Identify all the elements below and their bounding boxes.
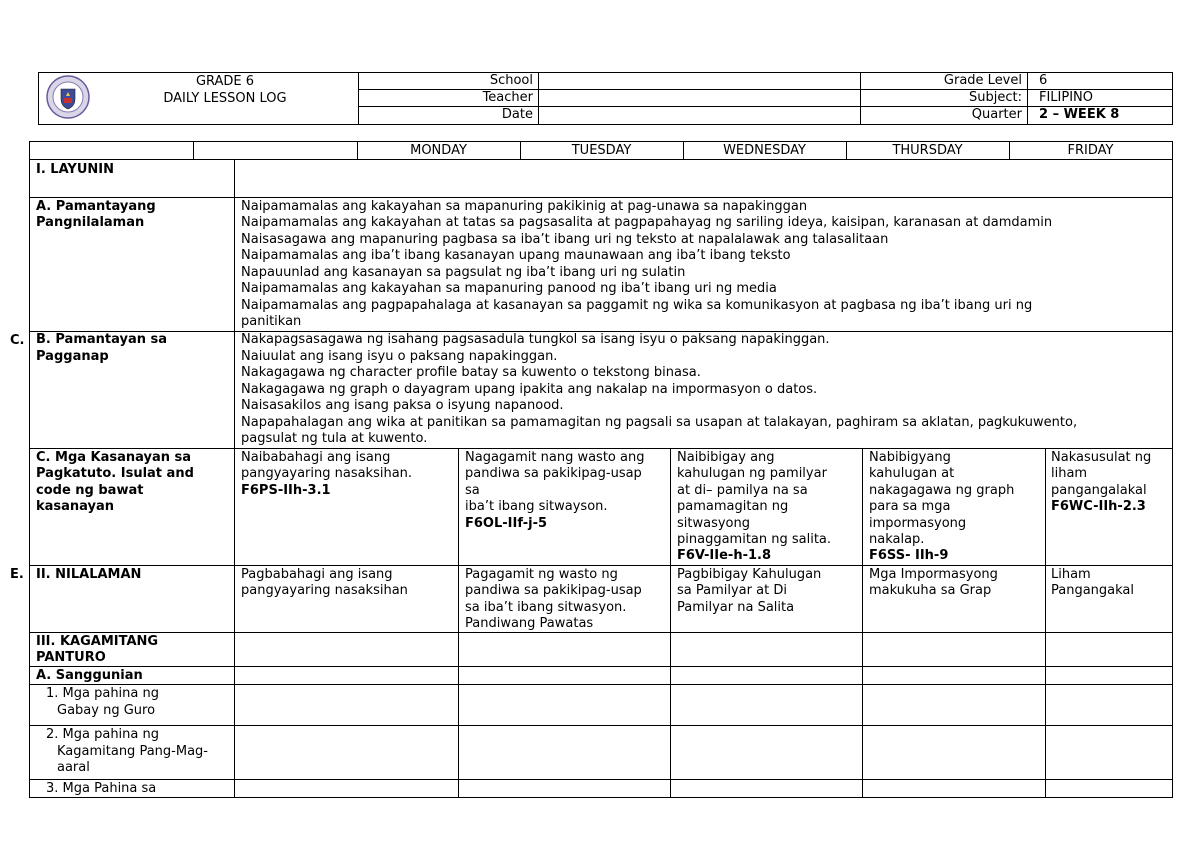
margin-letter-e: E. [10,567,24,582]
kasanayan-thursday-line: nakagagawa ng graph [869,483,1015,498]
kasanayan-wednesday-line: at di– pamilya na sa [677,483,808,498]
kasanayan-thursday-line: kahulugan at [869,466,955,481]
kasanayan-tuesday-code: F6OL-IIf-j-5 [465,516,548,531]
grade-level-label: Grade Level [943,73,1022,88]
pamantayang-text-line: Napauunlad ang kasanayan sa pagsulat ng iba’t ibang uri ng sulatin [241,265,686,280]
teacher-label: Teacher [482,90,533,105]
pamantayang-text-line: panitikan [241,314,302,329]
pamantayang-label-line1: A. Pamantayang [36,199,156,214]
kasanayan-tuesday-line: Nagagamit nang wasto ang [465,450,645,465]
nilalaman-monday-line: Pagbabahagi ang isang [241,567,393,582]
nilalaman-friday-line: Pangangakal [1051,583,1135,598]
nilalaman-tuesday-line: pandiwa sa pakikipag-usap [465,583,642,598]
nilalaman-thursday-line: Mga Impormasyong [869,567,998,582]
kasanayan-monday-line: Naibabahagi ang isang [241,450,391,465]
nilalaman-tuesday-line: sa iba’t ibang sitwasyon. [465,600,627,615]
kasanayan-monday-code: F6PS-IIh-3.1 [241,483,331,498]
page-title-line2: DAILY LESSON LOG [163,91,287,106]
nilalaman-thursday-line: makukuha sa Grap [869,583,992,598]
nilalaman-friday-line: Liham [1051,567,1091,582]
day-header-friday: FRIDAY [1067,143,1114,158]
item1-label-line2: Gabay ng Guro [57,703,156,718]
kasanayan-label-line: kasanayan [36,499,115,514]
kasanayan-wednesday-line: pinaggamitan ng salita. [677,532,832,547]
item2-label-line1: 2. Mga pahina ng [46,727,160,742]
kasanayan-thursday-code: F6SS- IIh-9 [869,548,949,563]
nilalaman-wednesday-line: Pagbibigay Kahulugan [677,567,822,582]
pagganap-label-line1: B. Pamantayan sa [36,332,168,347]
pagganap-text-line: Naisasakilos ang isang paksa o isyung napanood. [241,398,564,413]
kasanayan-label-line: code ng bawat [36,483,144,498]
nilalaman-wednesday-line: sa Pamilyar at Di [677,583,787,598]
item2-label-line3: aaral [57,760,90,775]
kasanayan-label-line: Pagkatuto. Isulat and [36,466,194,481]
quarter-value: 2 – WEEK 8 [1039,107,1120,122]
kasanayan-friday-line: Nakasusulat ng [1051,450,1152,465]
deped-seal-icon [46,75,90,119]
pamantayang-label-line2: Pangnilalaman [36,215,145,230]
kasanayan-thursday-line: impormasyong [869,516,967,531]
school-label: School [489,73,533,88]
kasanayan-friday-code: F6WC-IIh-2.3 [1051,499,1146,514]
kasanayan-wednesday-line: sitwasyong [677,516,750,531]
item2-label-line2: Kagamitang Pang-Mag- [57,744,208,759]
day-header-tuesday: TUESDAY [571,143,632,158]
grade-level-value: 6 [1039,73,1048,88]
kasanayan-friday-line: liham [1051,466,1088,481]
page-title-line1: GRADE 6 [195,74,255,89]
pamantayang-text-line: Naipamamalas ang pagpapahalaga at kasanayan sa paggamit ng wika sa komunikasyon at pagbasa ng iba’t ibang uri ng [241,298,1033,313]
item3-label: 3. Mga Pahina sa [46,781,157,796]
nilalaman-monday-line: pangyayaring nasaksihan [241,583,408,598]
kasanayan-wednesday-line: pamamagitan ng [677,499,789,514]
pamantayang-text-line: Naipamamalas ang iba’t ibang kasanayan upang maunawaan ang iba’t ibang teksto [241,248,791,263]
kasanayan-wednesday-line: Naibibigay ang [677,450,775,465]
kagamitan-label-line2: PANTURO [36,650,106,665]
pagganap-text-line: pagsulat ng tula at kuwento. [241,431,428,446]
pagganap-text-line: Napapahalagan ang wika at panitikan sa pamamagitan ng pagsali sa usapan at talakayan, paghiram sa aklatan, pagkukuwento, [241,415,1078,430]
kasanayan-friday-line: pangangalakal [1051,483,1147,498]
nilalaman-tuesday-line: Pandiwang Pawatas [465,616,594,631]
kagamitan-label-line1: III. KAGAMITANG [36,634,159,649]
kasanayan-label-line: C. Mga Kasanayan sa [36,450,192,465]
pamantayang-text-line: Naipamamalas ang kakayahan at tatas sa pagsasalita at pagpapahayag ng sariling ideya, kaisipan, karanasan at damdamin [241,215,1053,230]
pamantayang-text-line: Naipamamalas ang kakayahan sa mapanuring panood ng iba’t ibang uri ng media [241,281,777,296]
kasanayan-thursday-line: Nabibigyang [869,450,951,465]
school-field [540,73,855,89]
kasanayan-wednesday-line: kahulugan ng pamilyar [677,466,827,481]
subject-label: Subject: [969,90,1022,105]
date-field [540,107,855,123]
pagganap-text-line: Nakagagawa ng graph o dayagram upang ipakita ang nakalap na impormasyon o datos. [241,382,818,397]
kasanayan-tuesday-line: sa [465,483,480,498]
nilalaman-tuesday-line: Pagagamit ng wasto ng [465,567,618,582]
day-header-thursday: THURSDAY [892,143,963,158]
nilalaman-label: II. NILALAMAN [36,567,142,582]
kasanayan-thursday-line: para sa mga [869,499,951,514]
margin-letter-c: C. [10,333,25,348]
day-header-wednesday: WEDNESDAY [723,143,806,158]
date-label: Date [501,107,533,122]
pamantayang-text-line: Naipamamalas ang kakayahan sa mapanuring pakikinig at pag-unawa sa napakinggan [241,199,808,214]
section-layunin-label: I. LAYUNIN [36,162,114,177]
teacher-field [540,90,855,106]
subject-value: FILIPINO [1039,90,1094,105]
day-header-monday: MONDAY [410,143,467,158]
kasanayan-tuesday-line: iba’t ibang sitwayson. [465,499,608,514]
kasanayan-monday-line: pangyayaring nasaksihan. [241,466,413,481]
pamantayang-text-line: Naisasagawa ang mapanuring pagbasa sa iba’t ibang uri ng teksto at napalalawak ang talasalitaan [241,232,889,247]
pagganap-label-line2: Pagganap [36,349,109,364]
pagganap-text-line: Naiuulat ang isang isyu o paksang napakinggan. [241,349,558,364]
kasanayan-tuesday-line: pandiwa sa pakikipag-usap [465,466,642,481]
sanggunian-label: A. Sanggunian [36,668,143,683]
kasanayan-wednesday-code: F6V-IIe-h-1.8 [677,548,772,563]
pagganap-text-line: Nakapagsasagawa ng isahang pagsasadula tungkol sa isang isyu o paksang napakinggan. [241,332,830,347]
item1-label-line1: 1. Mga pahina ng [46,686,160,701]
kasanayan-thursday-line: nakalap. [869,532,925,547]
nilalaman-wednesday-line: Pamilyar na Salita [677,600,795,615]
pagganap-text-line: Nakagagawa ng character profile batay sa kuwento o tekstong binasa. [241,365,701,380]
quarter-label: Quarter [971,107,1022,122]
